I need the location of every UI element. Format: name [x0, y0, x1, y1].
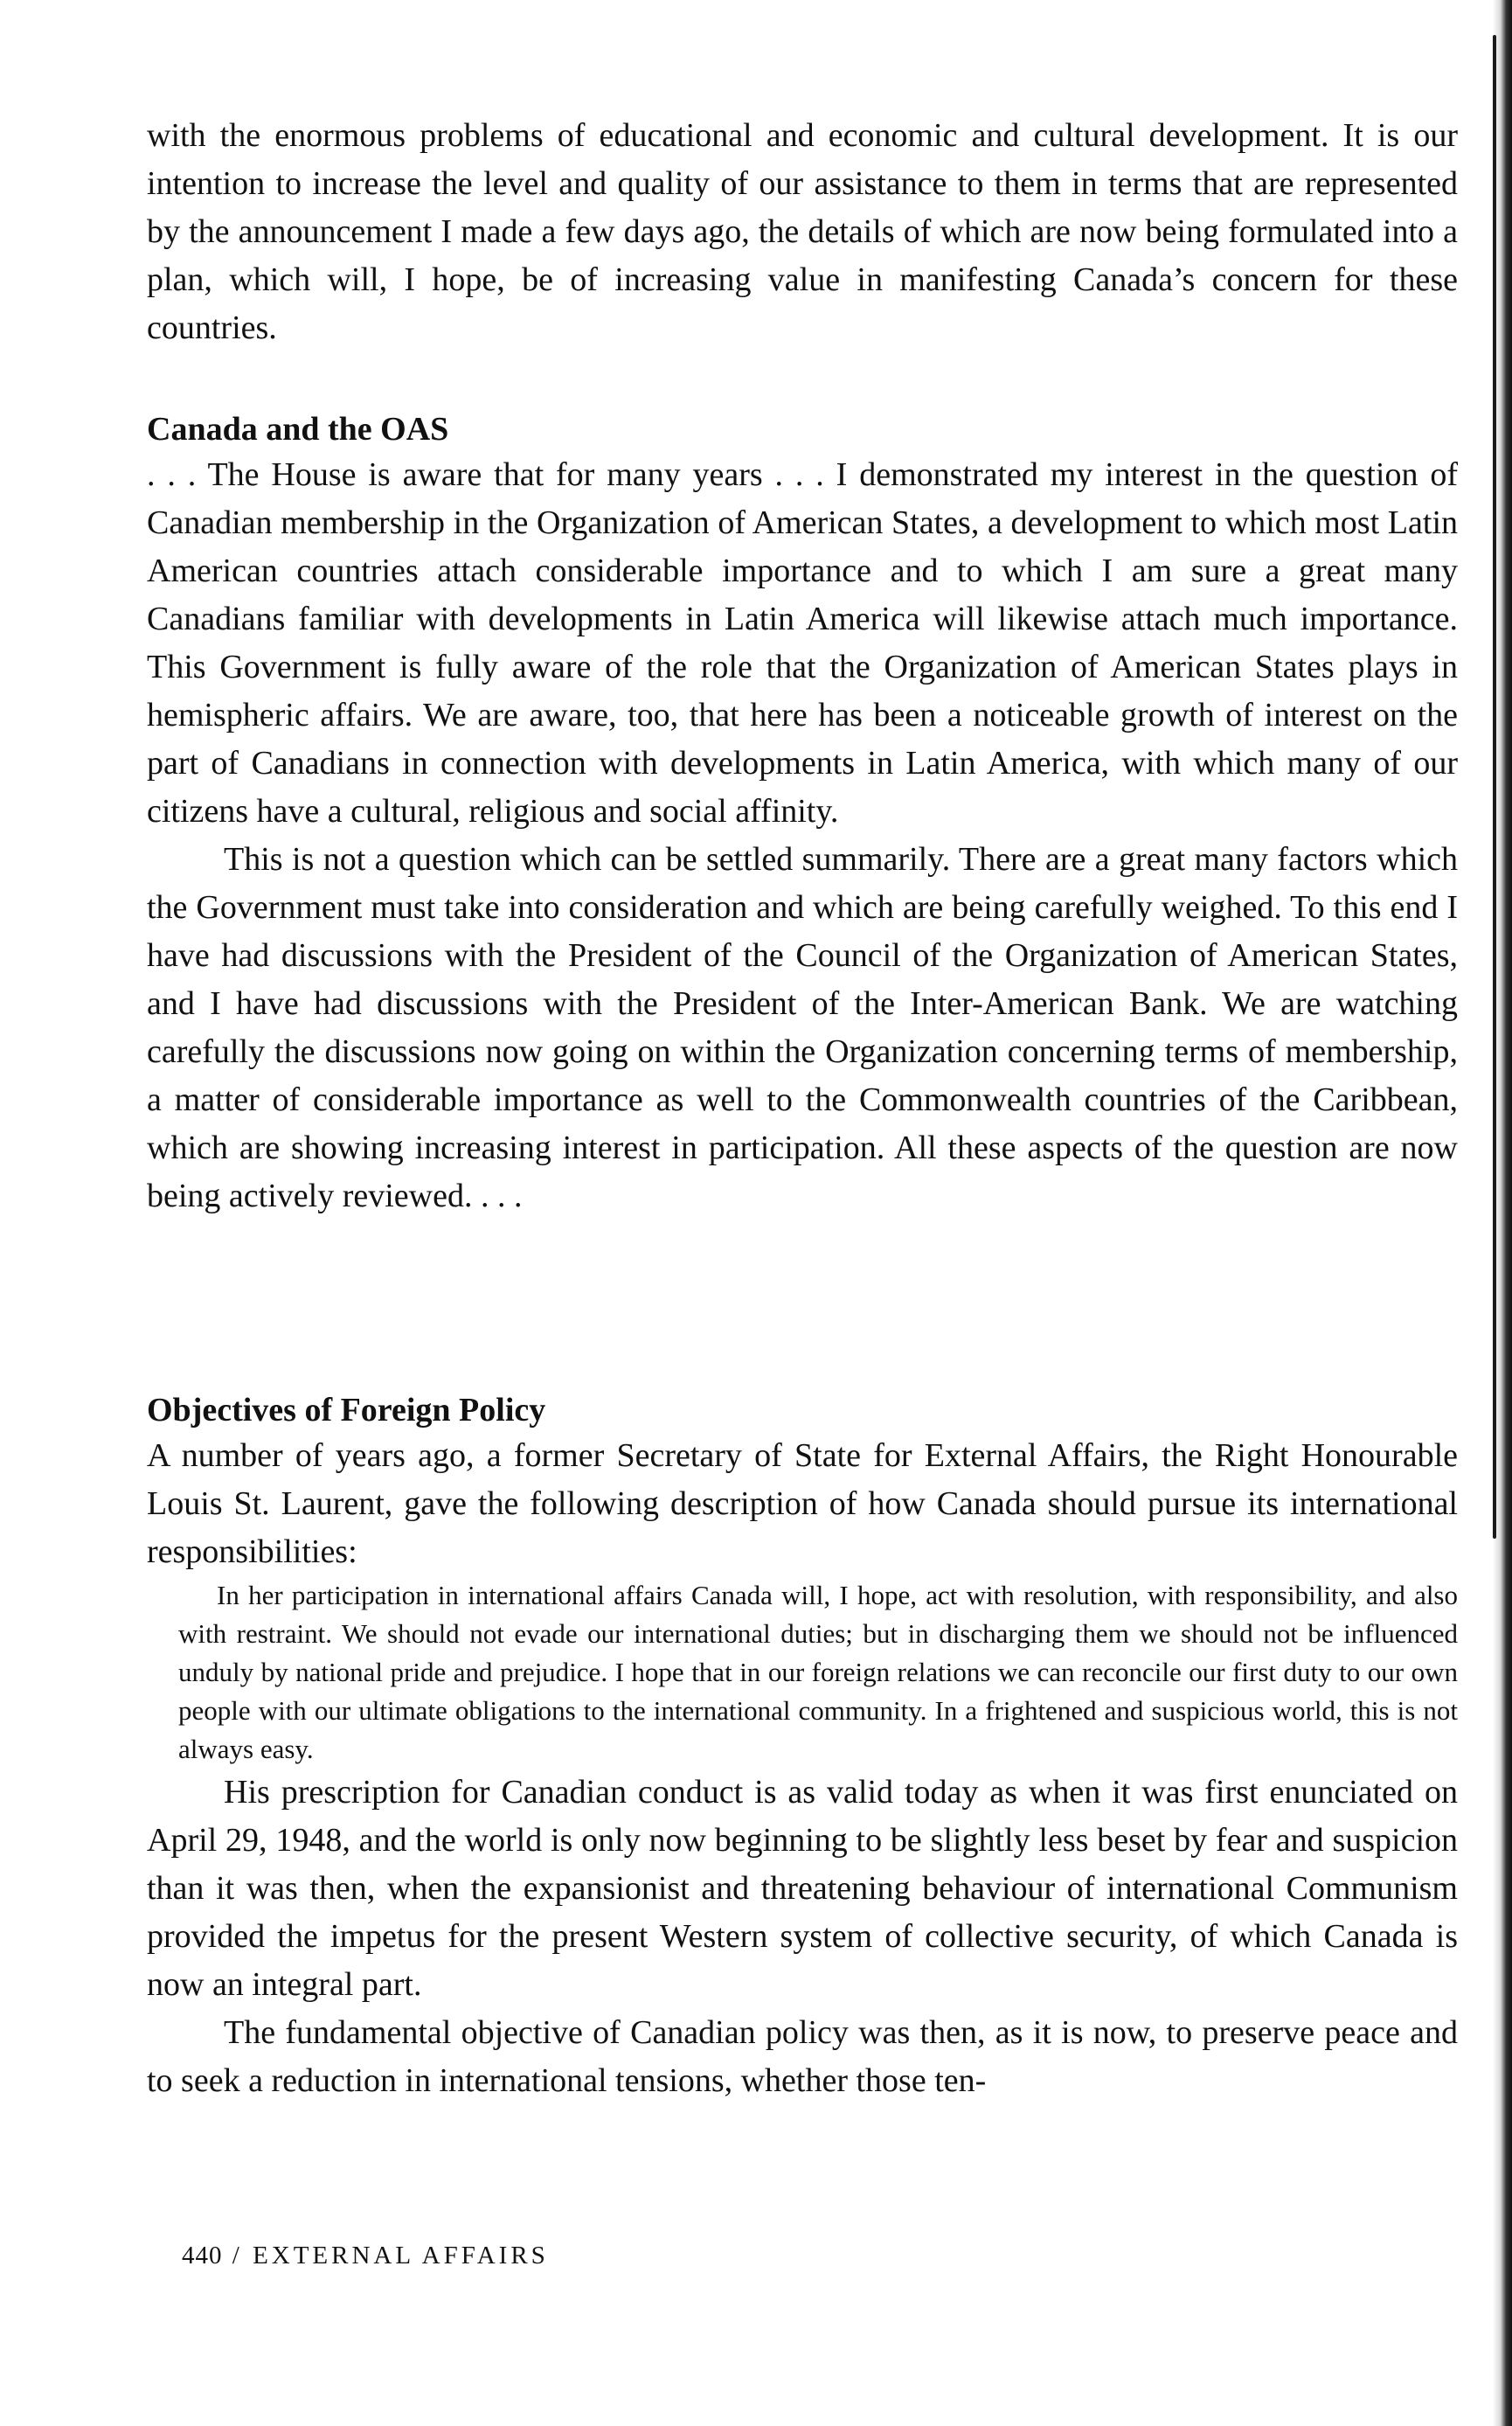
section-objectives — [147, 1388, 1458, 2105]
section-canada-oas — [147, 407, 1458, 1220]
objectives-paragraph-1: His prescription for Canadian conduct is as valid today as when it was first enunciated on April 29, 1948, and the world is only now beginning to be slightly less beset by fear and suspicion than it was then, when the expansionist and threatening behaviour of international Communism provided the impetus for the present Western system of collective security, of which Canada is now an integral part. — [147, 1774, 1458, 2003]
st-laurent-quotation: In her participation in international affairs Canada will, I hope, act with resolution, with responsibility, and also with restraint. We should not evade our international duties; but in discharging them we should not be influenced unduly by national pride and prejudice. I hope that in our foreign relations we can reconcile our first duty to our own people with our ultimate obligations to the international community. In a frightened and suspicious world, this is not always easy. — [178, 1580, 1458, 1764]
continuation-paragraph: with the enormous problems of educational and economic and cultural development. It is our intention to increase the level and quality of our assistance to them in terms that are represented by the announcement I made a few days ago, the details of which are now being formulated into a plan, which will, I hope, be of increasing value in manifesting Canada’s concern for these countries. — [147, 117, 1458, 346]
page-footer — [182, 2238, 549, 2273]
oas-paragraph-2: This is not a question which can be settled summarily. There are a great many factors which the Government must take into consideration and which are being carefully weighed. To this end I have had discussions with the President of the Council of the Organization of American States, and I have had discussions with the President of the Inter-American Bank. We are watching carefully the discussions now going on within the Organization concerning terms of membership, a matter of considerable importance as well to the Commonwealth countries of the Caribbean, which are showing increasing interest in participation. All these aspects of the question are now being actively reviewed. . . . — [147, 841, 1458, 1214]
objectives-paragraph-2: The fundamental objective of Canadian policy was then, as it is now, to preserve peace and to seek a reduction in international tensions, whether those ten- — [147, 2014, 1458, 2099]
section-heading-objectives: Objectives of Foreign Policy — [147, 1392, 546, 1428]
running-title: EXTERNAL AFFAIRS — [253, 2242, 549, 2270]
page-number: 440 — [182, 2242, 223, 2270]
page-binding-line — [1493, 35, 1496, 1539]
objectives-intro-paragraph: A number of years ago, a former Secretary of State for External Affairs, the Right Honourable Louis St. Laurent, gave the following description of how Canada should pursue its international responsibilities: — [147, 1437, 1458, 1570]
section-heading-oas: Canada and the OAS — [147, 411, 449, 448]
oas-paragraph-1: . . . The House is aware that for many years . . . I demonstrated my interest in the question of Canadian membership in the Organization of American States, a development to which most Latin American countries attach considerable importance and to which I am sure a great many Canadians familiar with developments in Latin America will likewise attach much importance. This Government is fully aware of the role that the Organization of American States plays in hemispheric affairs. We are aware, too, that here has been a noticeable growth of interest on the part of Canadians in connection with developments in Latin America, with which many of our citizens have a cultural, religious and social affinity. — [147, 456, 1458, 830]
top-continuation-block — [147, 112, 1458, 352]
footer-separator: / — [232, 2242, 243, 2270]
